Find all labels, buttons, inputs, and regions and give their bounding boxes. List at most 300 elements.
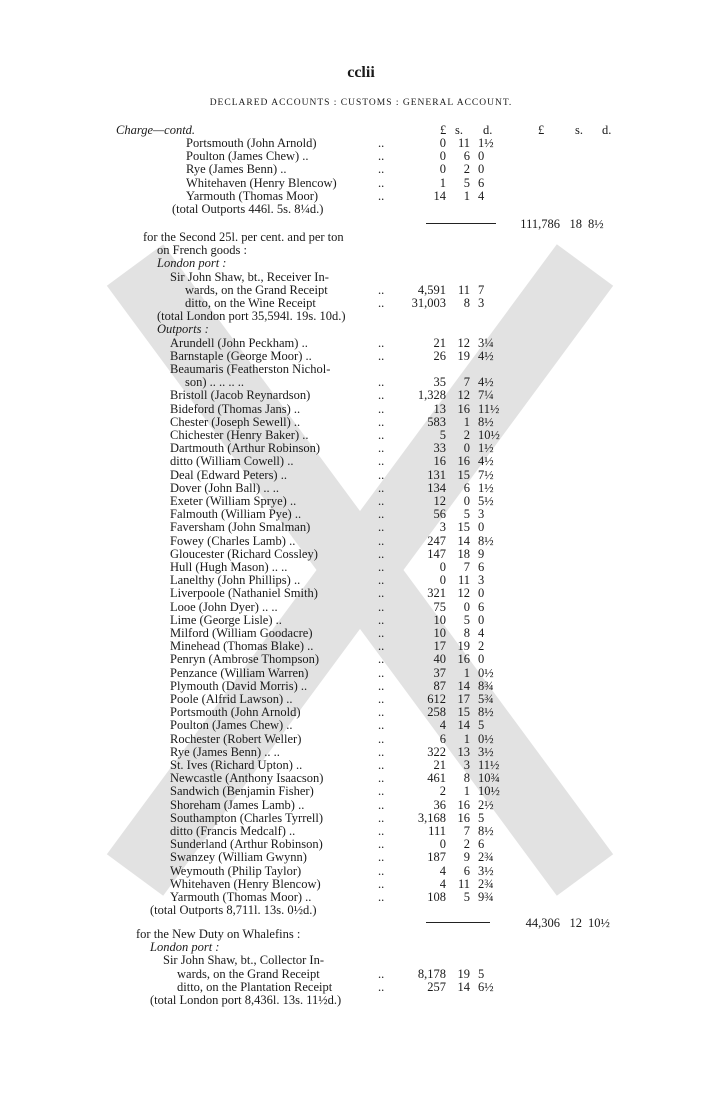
row-shillings: 8	[463, 626, 470, 640]
row-pence: 4	[478, 188, 485, 203]
row-pence: 0	[478, 162, 485, 177]
row-shillings: 0	[463, 441, 470, 456]
row-pounds: 75	[433, 599, 446, 614]
row-label: Sandwich (Benjamin Fisher)	[170, 784, 314, 799]
row-leader: ..	[378, 692, 385, 706]
row-pounds: 247	[427, 533, 446, 548]
row-pounds: 37	[433, 665, 446, 680]
row-pounds: 111	[428, 824, 446, 838]
row-pence: 0½	[478, 731, 494, 746]
row-shillings: 1	[463, 731, 470, 746]
account-row	[0, 150, 722, 163]
row-label: ditto (William Cowell) ..	[170, 454, 294, 469]
row-pence: 1½	[478, 441, 494, 456]
row-label: Arundell (John Peckham) ..	[170, 335, 308, 350]
row-shillings: 5	[463, 612, 470, 627]
row-shillings: 11	[457, 876, 470, 891]
row-shillings: 11	[457, 282, 470, 297]
account-row	[0, 297, 722, 310]
row-shillings: 5	[463, 507, 470, 522]
row-pounds: 2	[439, 784, 446, 799]
grand-pounds: 111,786	[520, 217, 560, 231]
row-leader: ..	[378, 744, 385, 759]
row-label: Faversham (John Smalman)	[170, 520, 311, 535]
account-row	[0, 640, 722, 653]
account-row	[0, 271, 722, 284]
row-pounds: 87	[433, 678, 446, 693]
account-row	[0, 614, 722, 627]
account-row	[0, 429, 722, 442]
row-leader: ..	[378, 401, 385, 416]
row-pounds: 33	[433, 441, 446, 456]
row-label: Southampton (Charles Tyrrell)	[170, 810, 324, 825]
row-label: ditto, on the Wine Receipt	[185, 296, 316, 310]
row-pence: 1½	[478, 480, 494, 495]
account-row	[0, 981, 722, 994]
row-pounds: 21	[433, 335, 446, 350]
row-pounds: 4,591	[417, 282, 446, 297]
row-pounds: 3,168	[417, 810, 446, 825]
row-pence: 10½	[478, 428, 500, 442]
row-shillings: 16	[457, 810, 470, 825]
row-label: Poulton (James Chew) ..	[170, 718, 293, 733]
row-leader: ..	[378, 599, 385, 614]
account-row	[0, 482, 722, 495]
row-pence: 1½	[478, 136, 494, 150]
london-port-label: London port :	[150, 940, 220, 955]
account-row	[0, 733, 722, 746]
row-label: ditto, on the Plantation Receipt	[177, 979, 333, 994]
row-label: Lanelthy (John Phillips) ..	[170, 573, 301, 588]
row-pence: 10½	[478, 784, 500, 799]
row-leader: ..	[378, 731, 385, 746]
row-shillings: 7	[463, 375, 470, 390]
row-shillings: 16	[457, 401, 470, 416]
row-leader: ..	[378, 560, 385, 574]
row-label: Rochester (Robert Weller)	[170, 731, 302, 746]
section-heading: for the Second 25l. per cent. and per ton	[143, 230, 344, 244]
row-pounds: 147	[427, 546, 446, 561]
row-label: Milford (William Goodacre)	[170, 626, 313, 640]
row-shillings: 0	[463, 494, 470, 508]
account-row	[0, 706, 722, 719]
row-leader: ..	[378, 520, 385, 535]
account-row	[0, 785, 722, 798]
row-leader: ..	[378, 837, 385, 852]
row-pence: 11½	[478, 758, 500, 772]
row-label: Falmouth (William Pye) ..	[170, 507, 302, 522]
row-shillings: 15	[457, 467, 470, 482]
row-label: Bideford (Thomas Jans) ..	[170, 401, 301, 416]
row-leader: ..	[378, 966, 385, 981]
account-row	[0, 825, 722, 838]
charge-label: Charge—contd.	[116, 123, 196, 137]
account-row	[0, 627, 722, 640]
row-shillings: 12	[457, 586, 470, 601]
row-pounds: 257	[427, 979, 446, 994]
row-leader: ..	[378, 678, 385, 693]
row-pence: 3½	[478, 863, 494, 878]
outports-total-note: (total Outports 446l. 5s. 8¼d.)	[172, 202, 324, 216]
row-leader: ..	[378, 586, 385, 601]
row-label: Shoreham (James Lamb) ..	[170, 797, 305, 812]
row-shillings: 19	[457, 966, 470, 981]
row-shillings: 1	[463, 414, 470, 429]
row-pence: 6	[478, 837, 485, 852]
row-shillings: 2	[463, 162, 470, 177]
row-shillings: 16	[457, 797, 470, 812]
row-pence: 2	[478, 639, 485, 654]
account-row	[0, 137, 722, 150]
row-shillings: 16	[457, 652, 470, 667]
grand-total-row	[0, 917, 722, 930]
row-leader: ..	[378, 441, 385, 456]
account-row	[0, 455, 722, 468]
account-row	[0, 878, 722, 891]
row-leader: ..	[378, 797, 385, 812]
row-label: son) .. .. .. ..	[185, 375, 245, 390]
row-leader: ..	[378, 850, 385, 865]
row-shillings: 1	[463, 665, 470, 680]
account-row	[0, 968, 722, 981]
row-leader: ..	[378, 494, 385, 508]
row-pence: 2½	[478, 797, 494, 812]
row-leader: ..	[378, 639, 385, 654]
row-label: Rye (James Benn) .. ..	[170, 744, 280, 759]
account-row	[0, 548, 722, 561]
row-leader: ..	[378, 784, 385, 799]
row-leader: ..	[378, 467, 385, 482]
row-leader: ..	[378, 546, 385, 561]
row-shillings: 7	[463, 560, 470, 574]
row-leader: ..	[378, 863, 385, 878]
row-shillings: 6	[463, 149, 470, 164]
row-pence: 0½	[478, 665, 494, 680]
row-pence: 7½	[478, 467, 494, 482]
section-heading: for the New Duty on Whalefins :	[136, 927, 301, 941]
row-label: ditto (Francis Medcalf) ..	[170, 824, 296, 838]
row-pence: 3½	[478, 744, 494, 759]
row-label: Fowey (Charles Lamb) ..	[170, 533, 296, 548]
row-pounds: 3	[439, 520, 446, 535]
account-row	[0, 508, 722, 521]
running-head: DECLARED ACCOUNTS : CUSTOMS : GENERAL ACCOUNT.	[209, 98, 513, 108]
row-shillings: 7	[463, 824, 470, 838]
account-row	[0, 350, 722, 363]
row-label: Bristoll (Jacob Reynardson)	[170, 388, 311, 403]
row-pence: 5½	[478, 494, 494, 508]
row-label: Portsmouth (John Arnold)	[170, 705, 301, 720]
row-shillings: 12	[457, 388, 470, 403]
row-pounds: 35	[433, 375, 446, 390]
row-leader: ..	[378, 533, 385, 548]
account-row	[0, 163, 722, 176]
row-pence: 5	[478, 966, 485, 981]
row-pounds: 0	[439, 837, 446, 852]
row-pence: 3	[478, 507, 485, 522]
account-row	[0, 865, 722, 878]
row-pounds: 0	[439, 136, 446, 150]
column-headers	[0, 124, 722, 137]
london-total-note: (total London port 8,436l. 13s. 11½d.)	[150, 993, 342, 1007]
row-label: Plymouth (David Morris) ..	[170, 678, 308, 693]
col-header-a_shillings: s.	[455, 123, 463, 137]
london-port-label: London port :	[157, 256, 227, 271]
row-label: Yarmouth (Thomas Moor) ..	[170, 890, 312, 904]
grand-pence: 8½	[588, 217, 604, 231]
account-row	[0, 838, 722, 851]
account-row	[0, 561, 722, 574]
row-leader: ..	[378, 454, 385, 469]
account-row	[0, 851, 722, 864]
row-leader: ..	[378, 718, 385, 733]
row-label: Chester (Joseph Sewell) ..	[170, 414, 301, 429]
row-leader: ..	[378, 979, 385, 994]
row-pence: 3¼	[478, 335, 494, 350]
row-pence: 3	[478, 573, 485, 588]
row-pence: 8½	[478, 533, 494, 548]
row-label: Sir John Shaw, bt., Receiver In-	[170, 269, 329, 284]
row-pounds: 8,178	[417, 966, 446, 981]
row-label: Penryn (Ambrose Thompson)	[170, 652, 320, 667]
row-shillings: 12	[457, 335, 470, 350]
account-row	[0, 653, 722, 666]
row-leader: ..	[378, 335, 385, 350]
row-pence: 11½	[478, 401, 500, 416]
row-pence: 4½	[478, 454, 494, 469]
row-pounds: 17	[433, 639, 446, 654]
row-label: Hull (Hugh Mason) .. ..	[170, 560, 288, 574]
row-shillings: 8	[463, 296, 470, 310]
row-leader: ..	[378, 175, 385, 190]
row-leader: ..	[378, 388, 385, 403]
row-shillings: 3	[463, 758, 470, 772]
row-pence: 8½	[478, 705, 494, 720]
row-leader: ..	[378, 652, 385, 667]
account-row	[0, 587, 722, 600]
row-pounds: 1	[439, 175, 446, 190]
account-row	[0, 389, 722, 402]
row-pence: 3	[478, 296, 485, 310]
row-pence: 10¾	[478, 771, 500, 786]
row-pounds: 0	[439, 162, 446, 177]
row-pounds: 31,003	[411, 296, 446, 310]
row-pence: 7¼	[478, 388, 494, 403]
row-leader: ..	[378, 375, 385, 390]
col-header-a_pence: d.	[483, 123, 493, 137]
account-row	[0, 495, 722, 508]
row-shillings: 13	[457, 744, 470, 759]
row-pounds: 6	[439, 731, 446, 746]
row-pence: 0	[478, 612, 485, 627]
col-header-b_pounds: £	[538, 123, 545, 137]
account-row	[0, 177, 722, 190]
account-row	[0, 719, 722, 732]
row-label: Sir John Shaw, bt., Collector In-	[163, 953, 324, 968]
row-pounds: 134	[427, 480, 446, 495]
grand-pounds: 44,306	[525, 916, 560, 930]
grand-shillings: 18	[569, 217, 582, 231]
row-pence: 4½	[478, 348, 494, 363]
row-pounds: 5	[439, 428, 446, 442]
row-label: St. Ives (Richard Upton) ..	[170, 758, 303, 772]
account-row	[0, 190, 722, 203]
row-pounds: 612	[427, 692, 446, 706]
account-row	[0, 772, 722, 785]
row-label: Liverpoole (Nathaniel Smith)	[170, 586, 318, 601]
row-label: Whitehaven (Henry Blencow)	[186, 175, 337, 190]
row-pence: 6	[478, 175, 485, 190]
row-leader: ..	[378, 824, 385, 838]
account-row	[0, 759, 722, 772]
row-shillings: 15	[457, 520, 470, 535]
row-pounds: 21	[433, 758, 446, 772]
row-leader: ..	[378, 705, 385, 720]
row-pounds: 10	[433, 626, 446, 640]
row-pounds: 12	[433, 494, 446, 508]
account-row	[0, 521, 722, 534]
row-label: Sunderland (Arthur Robinson)	[170, 837, 323, 852]
row-shillings: 14	[457, 533, 470, 548]
row-label: Beaumaris (Featherston Nichol-	[170, 362, 331, 376]
row-pence: 7	[478, 282, 485, 297]
row-shillings: 2	[463, 428, 470, 442]
row-pence: 8½	[478, 824, 494, 838]
col-header-b_pence: d.	[602, 123, 612, 137]
row-leader: ..	[378, 876, 385, 891]
row-pounds: 258	[427, 705, 446, 720]
row-pence: 9¾	[478, 890, 494, 904]
row-pence: 6½	[478, 979, 494, 994]
row-pounds: 0	[439, 560, 446, 574]
row-label: Penzance (William Warren)	[170, 665, 309, 680]
account-row	[0, 376, 722, 389]
row-shillings: 6	[463, 863, 470, 878]
row-leader: ..	[378, 771, 385, 786]
row-label: Chichester (Henry Baker) ..	[170, 428, 309, 442]
row-pounds: 26	[433, 348, 446, 363]
row-pounds: 321	[427, 586, 446, 601]
row-shillings: 15	[457, 705, 470, 720]
row-shillings: 18	[457, 546, 470, 561]
row-pence: 2¾	[478, 850, 494, 865]
row-shillings: 5	[463, 175, 470, 190]
col-header-b_shillings: s.	[575, 123, 583, 137]
row-shillings: 19	[457, 639, 470, 654]
grand-total-row	[0, 218, 722, 231]
row-pence: 0	[478, 586, 485, 601]
account-row	[0, 469, 722, 482]
row-leader: ..	[378, 428, 385, 442]
col-header-a_pounds: £	[440, 123, 447, 137]
row-pounds: 40	[433, 652, 446, 667]
row-label: Portsmouth (John Arnold)	[186, 136, 317, 150]
row-leader: ..	[378, 480, 385, 495]
row-pounds: 461	[427, 771, 446, 786]
row-pounds: 187	[427, 850, 446, 865]
row-shillings: 14	[457, 678, 470, 693]
row-pounds: 56	[433, 507, 446, 522]
row-label: Rye (James Benn) ..	[186, 162, 287, 177]
row-leader: ..	[378, 810, 385, 825]
row-label: Deal (Edward Peters) ..	[170, 467, 287, 482]
row-shillings: 1	[463, 784, 470, 799]
row-shillings: 14	[457, 979, 470, 994]
row-label: Poulton (James Chew) ..	[186, 149, 309, 164]
row-label: Minehead (Thomas Blake) ..	[170, 639, 314, 654]
row-leader: ..	[378, 414, 385, 429]
row-shillings: 17	[457, 692, 470, 706]
row-label: Dover (John Ball) .. ..	[170, 480, 280, 495]
row-pence: 5	[478, 718, 485, 733]
account-row	[0, 416, 722, 429]
row-label: Weymouth (Philip Taylor)	[170, 863, 302, 878]
london-total-note: (total London port 35,594l. 19s. 10d.)	[157, 309, 346, 324]
grand-pence: 10½	[588, 916, 610, 930]
row-leader: ..	[378, 188, 385, 203]
row-leader: ..	[378, 612, 385, 627]
row-pence: 0	[478, 520, 485, 535]
row-shillings: 9	[463, 850, 470, 865]
row-label: wards, on the Grand Receipt	[185, 282, 328, 297]
account-row	[0, 799, 722, 812]
account-row	[0, 403, 722, 416]
account-row	[0, 535, 722, 548]
row-pounds: 4	[439, 876, 446, 891]
row-shillings: 1	[463, 188, 470, 203]
row-pence: 0	[478, 149, 485, 164]
row-label: Looe (John Dyer) .. ..	[170, 599, 278, 614]
row-leader: ..	[378, 348, 385, 363]
row-leader: ..	[378, 136, 385, 150]
grand-shillings: 12	[569, 916, 582, 930]
page-number: cclii	[347, 64, 375, 81]
row-label: wards, on the Grand Receipt	[177, 966, 320, 981]
row-pounds: 36	[433, 797, 446, 812]
account-row	[0, 954, 722, 967]
row-label: Exeter (William Sprye) ..	[170, 494, 297, 508]
row-shillings: 14	[457, 718, 470, 733]
row-pence: 2¾	[478, 876, 494, 891]
row-shillings: 11	[457, 573, 470, 588]
row-pence: 8¾	[478, 678, 494, 693]
section-heading: on French goods :	[157, 243, 247, 258]
row-pence: 6	[478, 599, 485, 614]
row-pounds: 322	[427, 744, 446, 759]
row-pence: 4	[478, 626, 485, 640]
row-pounds: 108	[427, 890, 446, 904]
row-pounds: 13	[433, 401, 446, 416]
row-pounds: 10	[433, 612, 446, 627]
row-shillings: 5	[463, 890, 470, 904]
row-shillings: 2	[463, 837, 470, 852]
row-pence: 6	[478, 560, 485, 574]
account-row	[0, 891, 722, 904]
row-shillings: 6	[463, 480, 470, 495]
row-leader: ..	[378, 626, 385, 640]
row-pence: 9	[478, 546, 485, 561]
row-label: Whitehaven (Henry Blencow)	[170, 876, 321, 891]
account-row	[0, 680, 722, 693]
row-shillings: 19	[457, 348, 470, 363]
account-row	[0, 363, 722, 376]
account-row	[0, 284, 722, 297]
row-shillings: 11	[457, 136, 470, 150]
row-pounds: 0	[439, 573, 446, 588]
account-row	[0, 337, 722, 350]
row-label: Poole (Alfrid Lawson) ..	[170, 692, 293, 706]
row-label: Swanzey (William Gwynn)	[170, 850, 307, 865]
